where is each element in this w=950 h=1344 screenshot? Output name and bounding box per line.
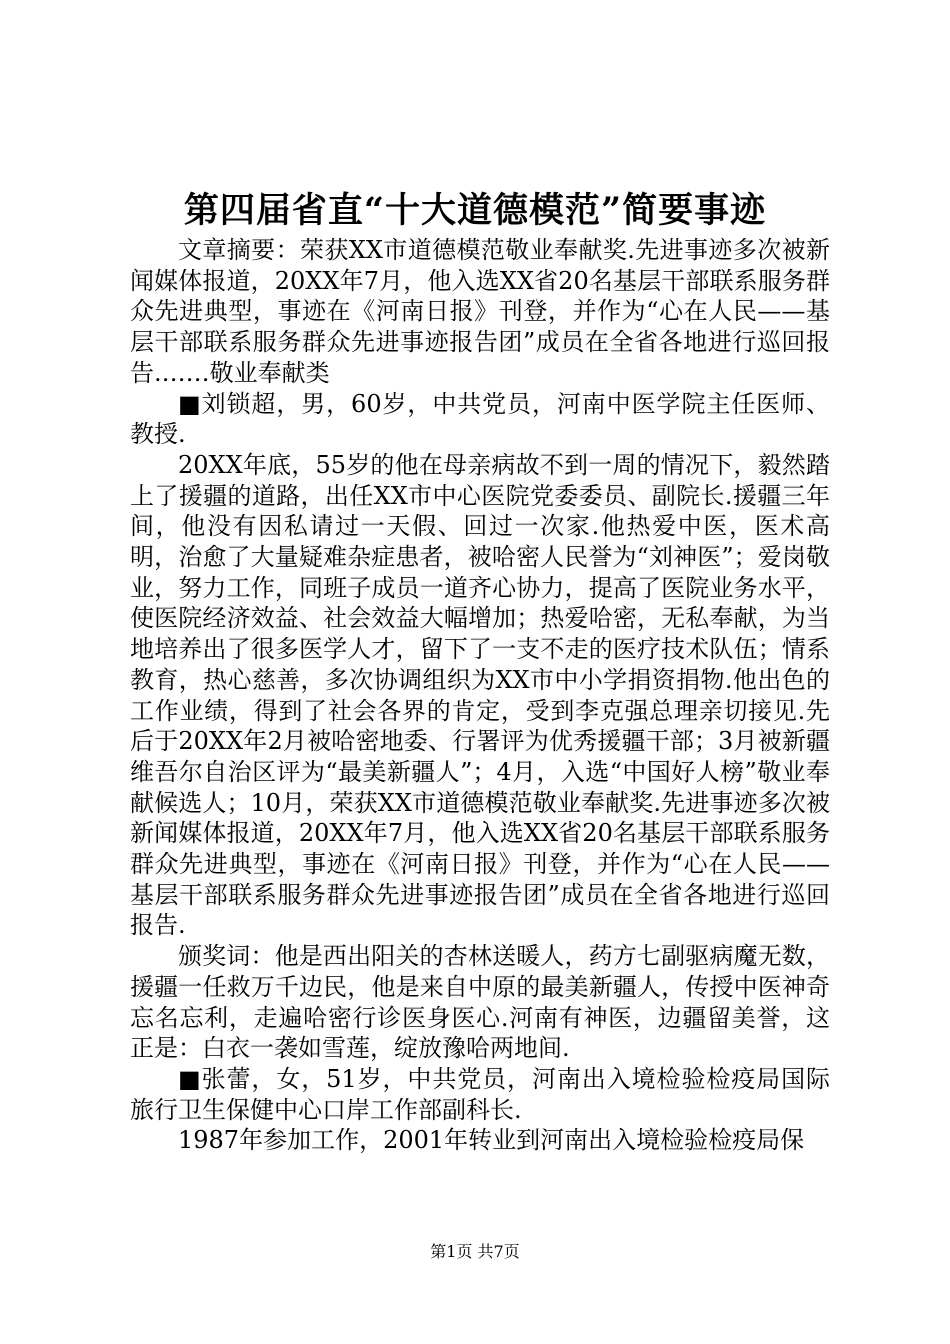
page-number-footer: 第1页 共7页: [430, 1242, 520, 1261]
paragraph-zhang-deeds: 1987年参加工作，2001年转业到河南出入境检验检疫局保: [178, 1126, 805, 1155]
document-title: 第四届省直“十大道德模范”简要事迹: [183, 190, 767, 231]
paragraph-award-speech: 颁奖词：他是西出阳关的杏林送暖人，药方七副驱病魔无数，援疆一任救万千边民，他是来自中原的最美新疆人，传授中医神奇忘名忘利，走遍哈密行诊医身医心.河南有神医，边疆留美誉，这正是：白衣一袭如雪莲，绽放豫哈两地间.: [130, 942, 830, 1063]
paragraph-liu-deeds: 20XX年底，55岁的他在母亲病故不到一周的情况下，毅然踏上了援疆的道路，出任XX市中心医院党委委员、副院长.援疆三年间，他没有因私请过一天假、回过一次家.他热爱中医，医术高明，治愈了大量疑难杂症患者，被哈密人民誉为“刘神医”；爱岗敬业，努力工作，同班子成员一道齐心协力，提高了医院业务水平，使医院经济效益、社会效益大幅增加；热爱哈密，无私奉献，为当地培养出了很多医学人才，留下了一支不走的医疗技术队伍；情系教育，热心慈善，多次协调组织为XX市中小学捐资捐物.他出色的工作业绩，得到了社会各界的肯定，受到李克强总理亲切接见.先后于20XX年2月被哈密地委、行署评为优秀援疆干部；3月被新疆维吾尔自治区评为“最美新疆人”；4月，入选“中国好人榜”敬业奉献候选人；10月，荣获XX市道德模范敬业奉献奖.先进事迹多次被新闻媒体报道，20XX年7月，他入选XX省20名基层干部联系服务群众先进典型，事迹在《河南日报》刊登，并作为“心在人民——基层干部联系服务群众先进事迹报告团”成员在全省各地进行巡回报告.: [130, 450, 830, 940]
document-body: [130, 235, 830, 1156]
paragraph-person-zhang: ■张蕾，女，51岁，中共党员，河南出入境检验检疫局国际旅行卫生保健中心口岸工作部副科长.: [130, 1064, 830, 1124]
paragraph-abstract: 文章摘要：荣获XX市道德模范敬业奉献奖.先进事迹多次被新闻媒体报道，20XX年7月，他入选XX省20名基层干部联系服务群众先进典型，事迹在《河南日报》刊登，并作为“心在人民——基层干部联系服务群众先进事迹报告团”成员在全省各地进行巡回报告.……敬业奉献类: [130, 236, 830, 387]
paragraph-person-liu: ■刘锁超，男，60岁，中共党员，河南中医学院主任医师、教授.: [130, 389, 830, 449]
